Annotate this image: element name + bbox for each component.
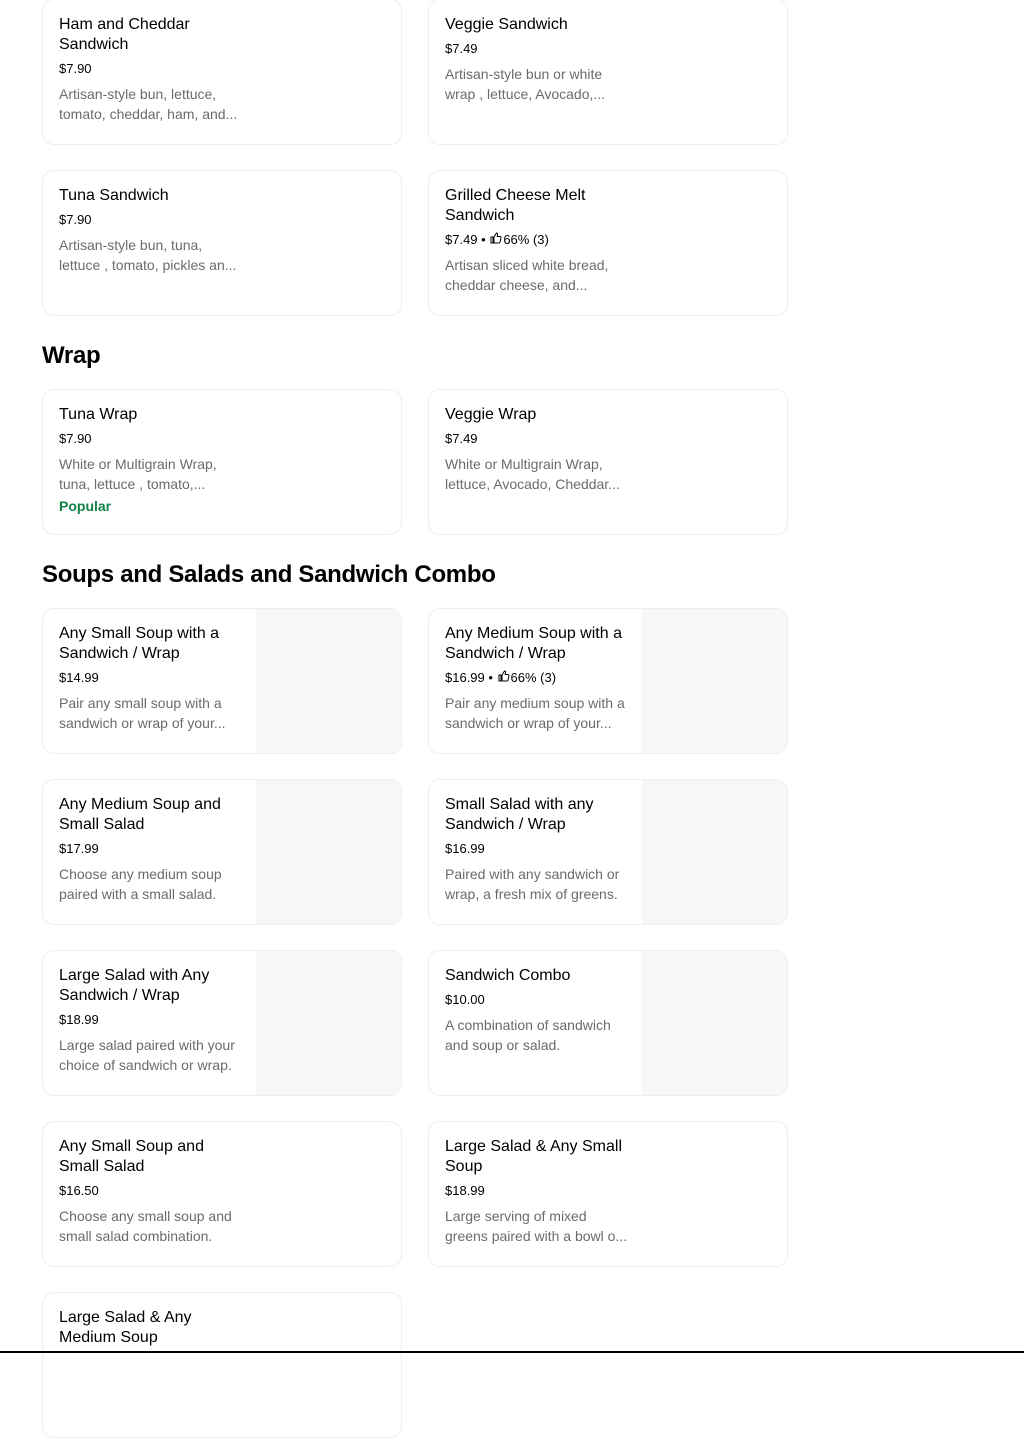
item-description: Pair any medium soup with a sandwich or wrap of your... [445, 695, 625, 731]
item-rating: 66% (3) [510, 670, 557, 685]
section-title-wrap: Wrap [42, 342, 101, 369]
menu-item-card[interactable] [42, 1121, 402, 1267]
item-title: Any Small Soup with a Sandwich / Wrap [59, 625, 220, 662]
item-price: $7.90 [59, 61, 92, 76]
item-title: Large Salad & Any Small Soup [445, 1138, 622, 1175]
item-title: Any Medium Soup and Small Salad [59, 796, 221, 833]
item-description: Pair any small soup with a sandwich or wrap of your... [59, 695, 226, 731]
item-price: $7.49 [445, 431, 478, 446]
item-title: Small Salad with any Sandwich / Wrap [445, 796, 594, 833]
item-price: $18.99 [445, 1183, 485, 1198]
item-title: Any Medium Soup with a Sandwich / Wrap [445, 625, 622, 662]
menu-item-card[interactable] [428, 1121, 788, 1267]
menu-item-card[interactable] [428, 950, 788, 1096]
item-price: $16.50 [59, 1183, 99, 1198]
menu-item-card[interactable] [428, 389, 788, 535]
item-title: Grilled Cheese Melt Sandwich [445, 187, 586, 224]
item-image [256, 780, 401, 924]
menu-item-card[interactable] [428, 779, 788, 925]
item-description: Artisan-style bun or white wrap , lettuce, Avocado,... [445, 66, 606, 102]
item-title: Any Small Soup and Small Salad [59, 1138, 204, 1175]
thumbs-up-icon [490, 232, 502, 248]
separator: • [477, 232, 490, 247]
item-title: Large Salad with Any Sandwich / Wrap [59, 967, 210, 1004]
menu-item-card[interactable] [428, 608, 788, 754]
item-description: Choose any medium soup paired with a small salad. [59, 866, 222, 902]
item-title: Sandwich Combo [445, 967, 571, 984]
item-description: White or Multigrain Wrap, lettuce, Avocado, Cheddar... [445, 456, 620, 492]
item-price: $7.49 [445, 41, 478, 56]
menu-item-card[interactable] [42, 1292, 402, 1438]
item-image [642, 951, 787, 1095]
menu-item-card[interactable] [42, 170, 402, 316]
item-description: Paired with any sandwich or wrap, a fresh mix of greens. [445, 866, 620, 902]
menu-item-card[interactable] [42, 779, 402, 925]
separator: • [484, 670, 497, 685]
item-meta [445, 232, 630, 248]
menu-item-card[interactable] [428, 0, 788, 145]
item-description: Large serving of mixed greens paired with a bowl o... [445, 1208, 628, 1244]
item-price: $7.49 [445, 232, 478, 247]
item-title: Veggie Wrap [445, 406, 537, 423]
item-description: Artisan-style bun, lettuce, tomato, cheddar, ham, and... [59, 86, 238, 122]
item-image [256, 609, 401, 753]
item-price: $10.00 [445, 992, 485, 1007]
item-description: White or Multigrain Wrap, tuna, lettuce , tomato,... [59, 456, 217, 492]
item-price: $16.99 [445, 670, 485, 685]
item-meta [445, 670, 630, 686]
item-description: Artisan-style bun, tuna, lettuce , tomato, pickles an... [59, 237, 237, 273]
item-image [256, 951, 401, 1095]
popular-badge: Popular [59, 498, 112, 514]
item-description: Large salad paired with your choice of sandwich or wrap. [59, 1037, 235, 1073]
item-rating: 66% (3) [503, 232, 549, 247]
item-price: $14.99 [59, 670, 99, 685]
item-price: $18.99 [59, 1012, 99, 1027]
thumbs-up-icon [498, 670, 510, 686]
menu-item-card[interactable] [42, 0, 402, 145]
item-price: $7.90 [59, 212, 92, 227]
item-image [642, 609, 787, 753]
item-title: Tuna Wrap [59, 406, 138, 423]
item-description: Artisan sliced white bread, cheddar cheese, and... [445, 257, 609, 293]
item-description: A combination of sandwich and soup or salad. [445, 1017, 611, 1053]
menu-item-card[interactable] [428, 170, 788, 316]
item-title: Veggie Sandwich [445, 16, 568, 33]
item-title: Ham and Cheddar Sandwich [59, 16, 190, 53]
section-title-combo: Soups and Salads and Sandwich Combo [42, 561, 496, 588]
item-price: $17.99 [59, 841, 99, 856]
item-description: Choose any small soup and small salad combination. [59, 1208, 232, 1244]
item-price: $16.99 [445, 841, 485, 856]
menu-item-card[interactable] [42, 389, 402, 535]
item-title: Tuna Sandwich [59, 187, 169, 204]
menu-item-card[interactable] [42, 608, 402, 754]
menu-item-card[interactable] [42, 950, 402, 1096]
item-price: $7.90 [59, 431, 92, 446]
item-image [642, 780, 787, 924]
item-title: Large Salad & Any Medium Soup [59, 1309, 192, 1346]
